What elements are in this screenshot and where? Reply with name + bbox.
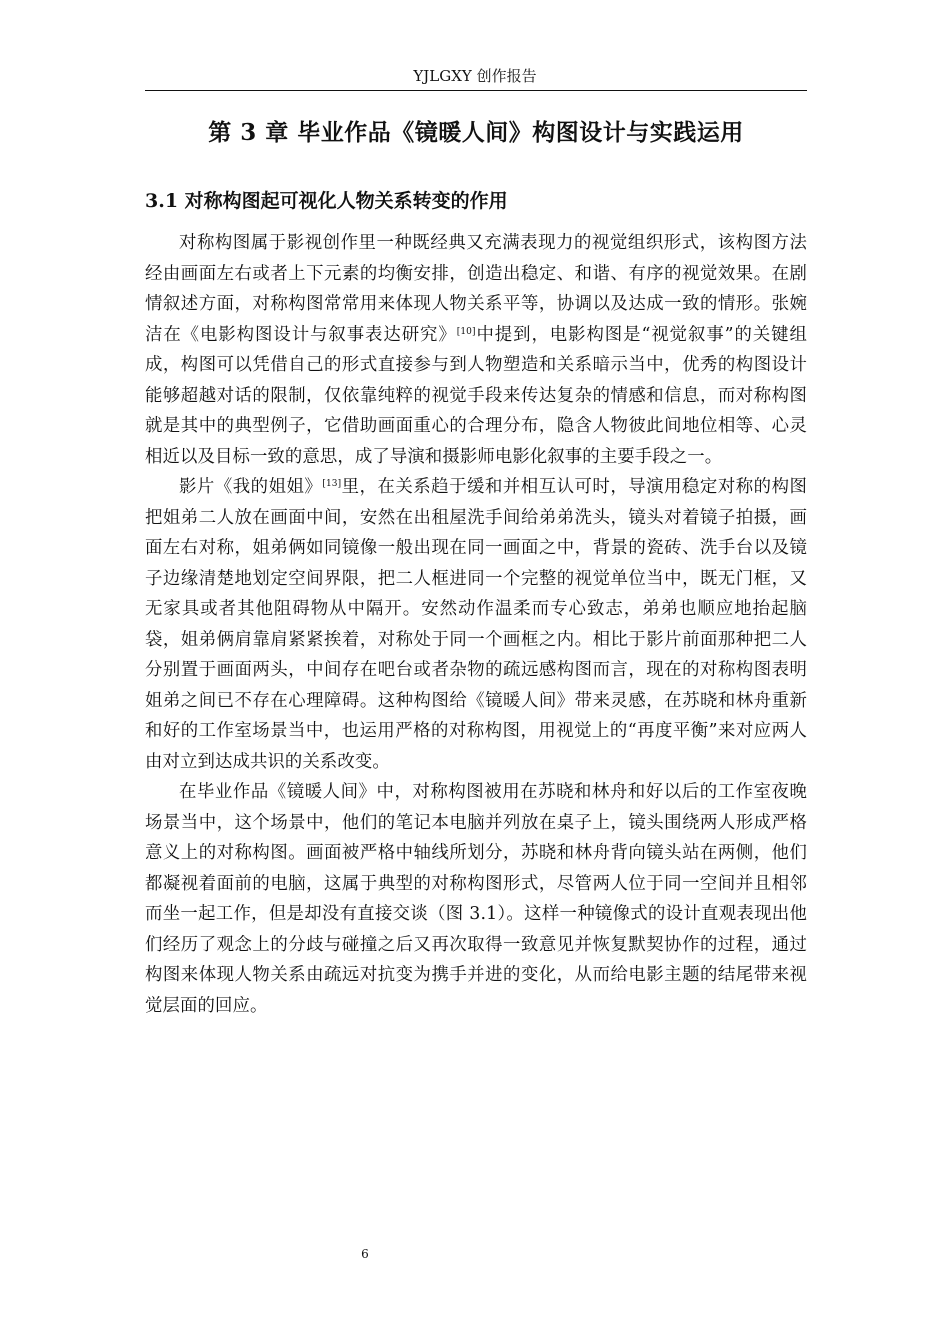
paragraph-1	[145, 228, 807, 472]
body-text	[145, 228, 807, 1021]
page-number: 6	[361, 1247, 369, 1261]
paragraph-2	[145, 472, 807, 777]
chapter-title: 第 3 章 毕业作品《镜暖人间》构图设计与实践运用	[208, 119, 744, 146]
paragraph-3: 在毕业作品《镜暖人间》中，对称构图被用在苏晓和林舟和好以后的工作室夜晚场景当中，这个场景中，他们的笔记本电脑并列放在桌子上，镜头围绕两人形成严格意义上的对称构图。画面被严格中轴线所划分，苏晓和林舟背向镜头站在两侧，他们都凝视着面前的电脑，这属于典型的对称构图形式，尽管两人位于同一空间并且相邻而坐一起工作，但是却没有直接交谈（图 3.1）。这样一种镜像式的设计直观表现出他们经历了观念上的分歧与碰撞之后又再次取得一致意见并恢复默契协作的过程，通过构图来体现人物关系由疏远对抗变为携手并进的变化，从而给电影主题的结尾带来视觉层面的回应。	[145, 782, 807, 1016]
citation-ref-13: [13]	[322, 479, 342, 489]
header-rule	[145, 90, 807, 91]
citation-ref-10: [10]	[456, 326, 476, 337]
paragraph-1-text-a: 对称构图属于影视创作里一种既经典又充满表现力的视觉组织形式，该构图方法经由画面左右或者上下元素的均衡安排，创造出稳定、和谐、有序的视觉效果。在剧情叙述方面，对称构图常常用来体现人物关系平等，协调以及达成一致的情形。张婉洁在《电影构图设计与叙事表达研究》	[145, 233, 807, 345]
running-header: YJLGXY 创作报告	[413, 67, 537, 85]
paragraph-2-text-b: 里，在关系趋于缓和并相互认可时，导演用稳定对称的构图把姐弟二人放在画面中间，安然在出租屋洗手间给弟弟洗头，镜头对着镜子拍摄，画面左右对称，姐弟俩如同镜像一般出现在同一画面之中，背景的瓷砖、洗手台以及镜子边缘清楚地划定空间界限，把二人框进同一个完整的视觉单位当中，既无门框，又无家具或者其他阻碍物从中隔开。安然动作温柔而专心致志，弟弟也顺应地抬起脑袋，姐弟俩肩靠肩紧紧挨着，对称处于同一个画框之内。相比于影片前面那种把二人分别置于画面两头，中间存在吧台或者杂物的疏远感构图而言，现在的对称构图表明姐弟之间已不存在心理障碍。这种构图给《镜暖人间》带来灵感，在苏晓和林舟重新和好的工作室场景当中，也运用严格的对称构图，用视觉上的“再度平衡”来对应两人由对立到达成共识的关系改变。	[145, 477, 807, 772]
section-title: 3.1 对称构图起可视化人物关系转变的作用	[145, 190, 508, 212]
paragraph-1-text-b: 中提到，电影构图是“视觉叙事”的关键组成，构图可以凭借自己的形式直接参与到人物塑造和关系暗示当中，优秀的构图设计能够超越对话的限制，仅依靠纯粹的视觉手段来传达复杂的情感和信息，而对称构图就是其中的典型例子，它借助画面重心的合理分布，隐含人物彼此间地位相等、心灵相近以及目标一致的意思，成了导演和摄影师电影化叙事的主要手段之一。	[145, 324, 808, 467]
paragraph-2-text-a: 影片《我的姐姐》	[179, 477, 323, 497]
